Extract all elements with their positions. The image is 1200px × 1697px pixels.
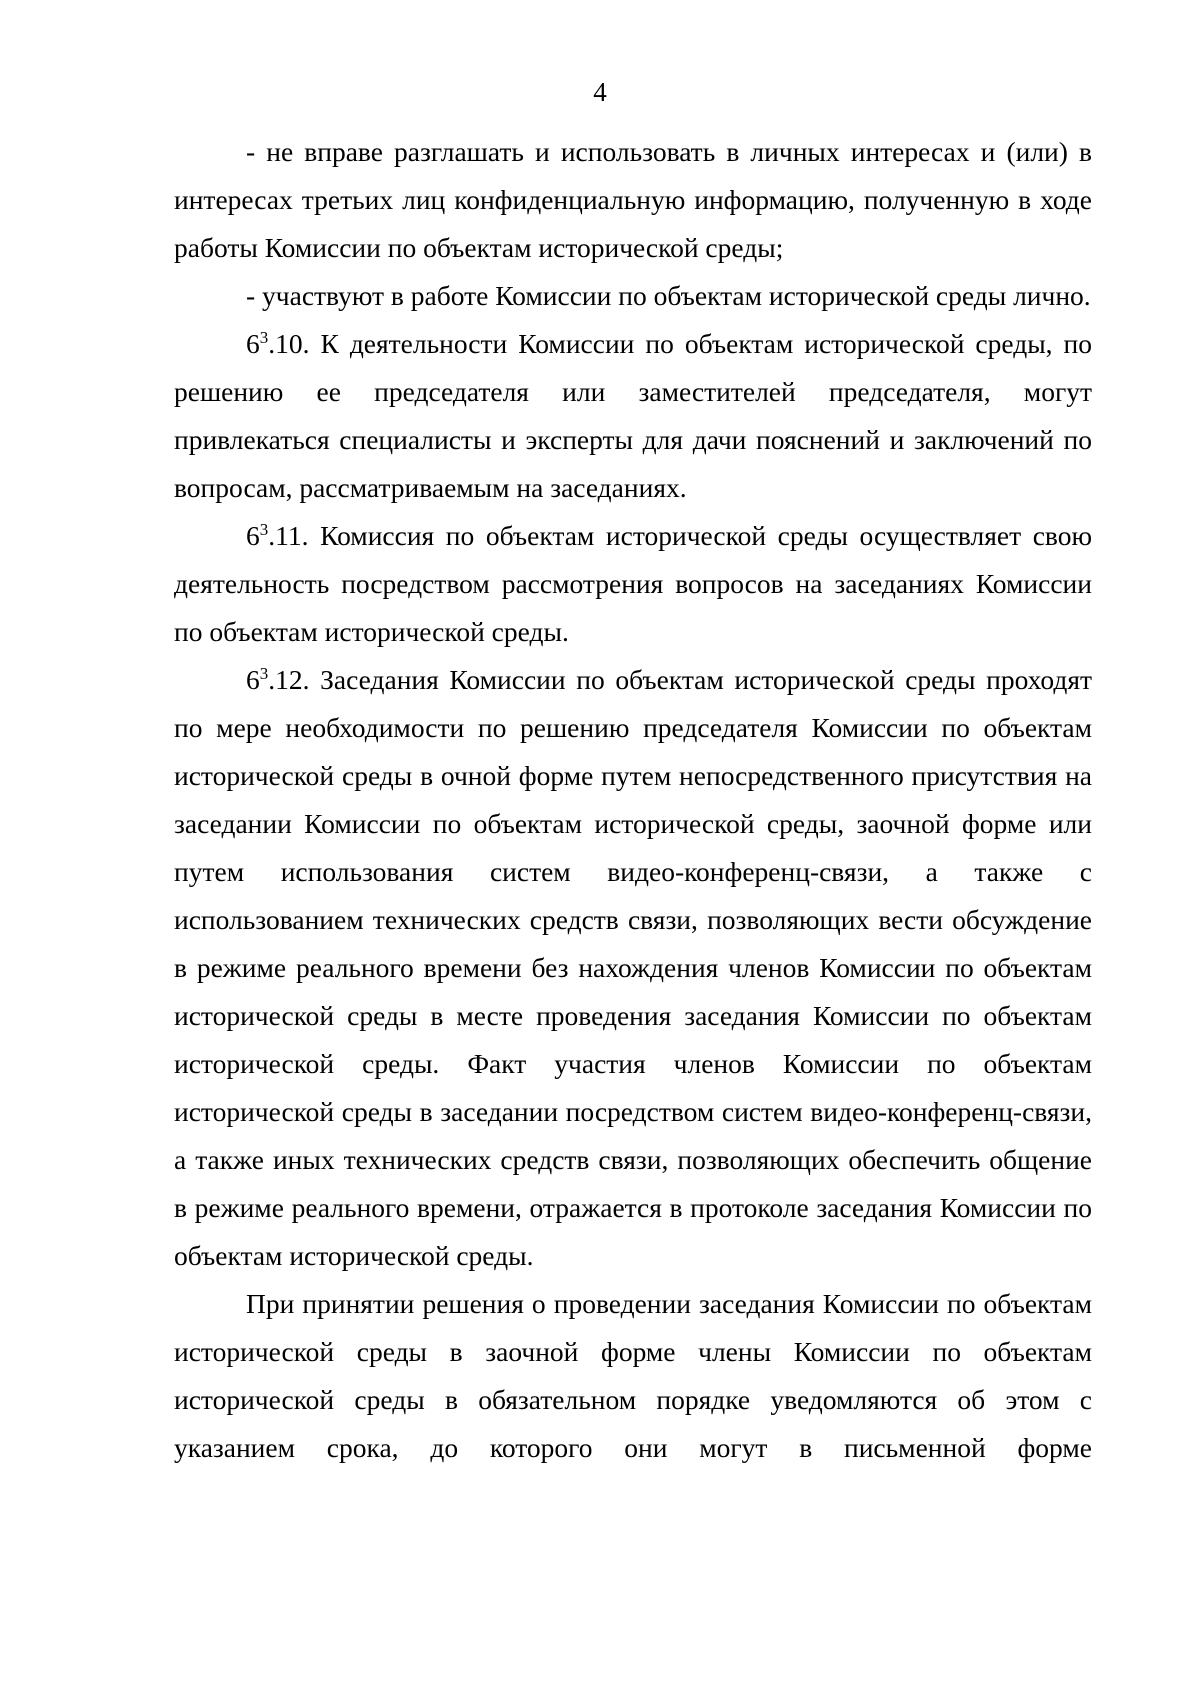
paragraph-clause-6-3-12: [174, 656, 1092, 1280]
clause-superscript: 3: [259, 328, 269, 347]
paragraph-text: Заседания Комиссии по объектам исторической среды проходят по мере необходимости по решению председателя Комиссии по объектам исторической среды в очной форме путем непосредственного присутствия на заседании Комиссии по объектам исторической среды, заочной форме или путем использования систем видео-конференц-связи, а также с использованием технических средств связи, позволяющих вести обсуждение в режиме реального времени без нахождения членов Комиссии по объектам исторической среды в месте проведения заседания Комиссии по объектам исторической среды. Факт участия членов Комиссии по объектам исторической среды в заседании посредством систем видео-конференц-связи, а также иных технических средств связи, позволяющих обеспечить общение в режиме реального времени, отражается в протоколе заседания Комиссии по объектам исторической среды.: [174, 664, 1092, 1271]
page-number: 4: [593, 77, 607, 107]
paragraph-text: - не вправе разглашать и использовать в личных интересах и (или) в интересах третьих лиц конфиденциальную информацию, полученную в ходе работы Комиссии по объектам исторической среды;: [174, 136, 1092, 263]
clause-superscript: 3: [259, 520, 269, 539]
clause-number: $6^3.11$.: [246, 520, 309, 551]
paragraph-confidentiality: [174, 128, 1092, 272]
paragraph-text: К деятельности Комиссии по объектам исторической среды, по решению ее председателя или заместителей председателя, могут привлекаться специалисты и эксперты для дачи пояснений и заключений по вопросам, рассматриваемым на заседаниях.: [174, 328, 1092, 503]
clause-number: $6^3.12$.: [246, 664, 310, 695]
document-body: [174, 128, 1092, 1472]
paragraph-text: При принятии решения о проведении заседания Комиссии по объектам исторической среды в заочной форме члены Комиссии по объектам исторической среды в обязательном порядке уведомляются об этом с указанием срока, до которого они могут в письменной форме: [174, 1288, 1092, 1463]
paragraph-personal-participation: [174, 272, 1092, 320]
paragraph-absentee-meeting: [174, 1280, 1092, 1472]
paragraph-clause-6-3-10: [174, 320, 1092, 512]
clause-number: $6^3.10$.: [246, 328, 310, 359]
paragraph-clause-6-3-11: [174, 512, 1092, 656]
clause-superscript: 3: [259, 664, 269, 683]
paragraph-text: Комиссия по объектам исторической среды осуществляет свою деятельность посредством рассмотрения вопросов на заседаниях Комиссии по объектам исторической среды.: [174, 520, 1092, 647]
paragraph-text: - участвуют в работе Комиссии по объектам исторической среды лично.: [246, 280, 1091, 311]
